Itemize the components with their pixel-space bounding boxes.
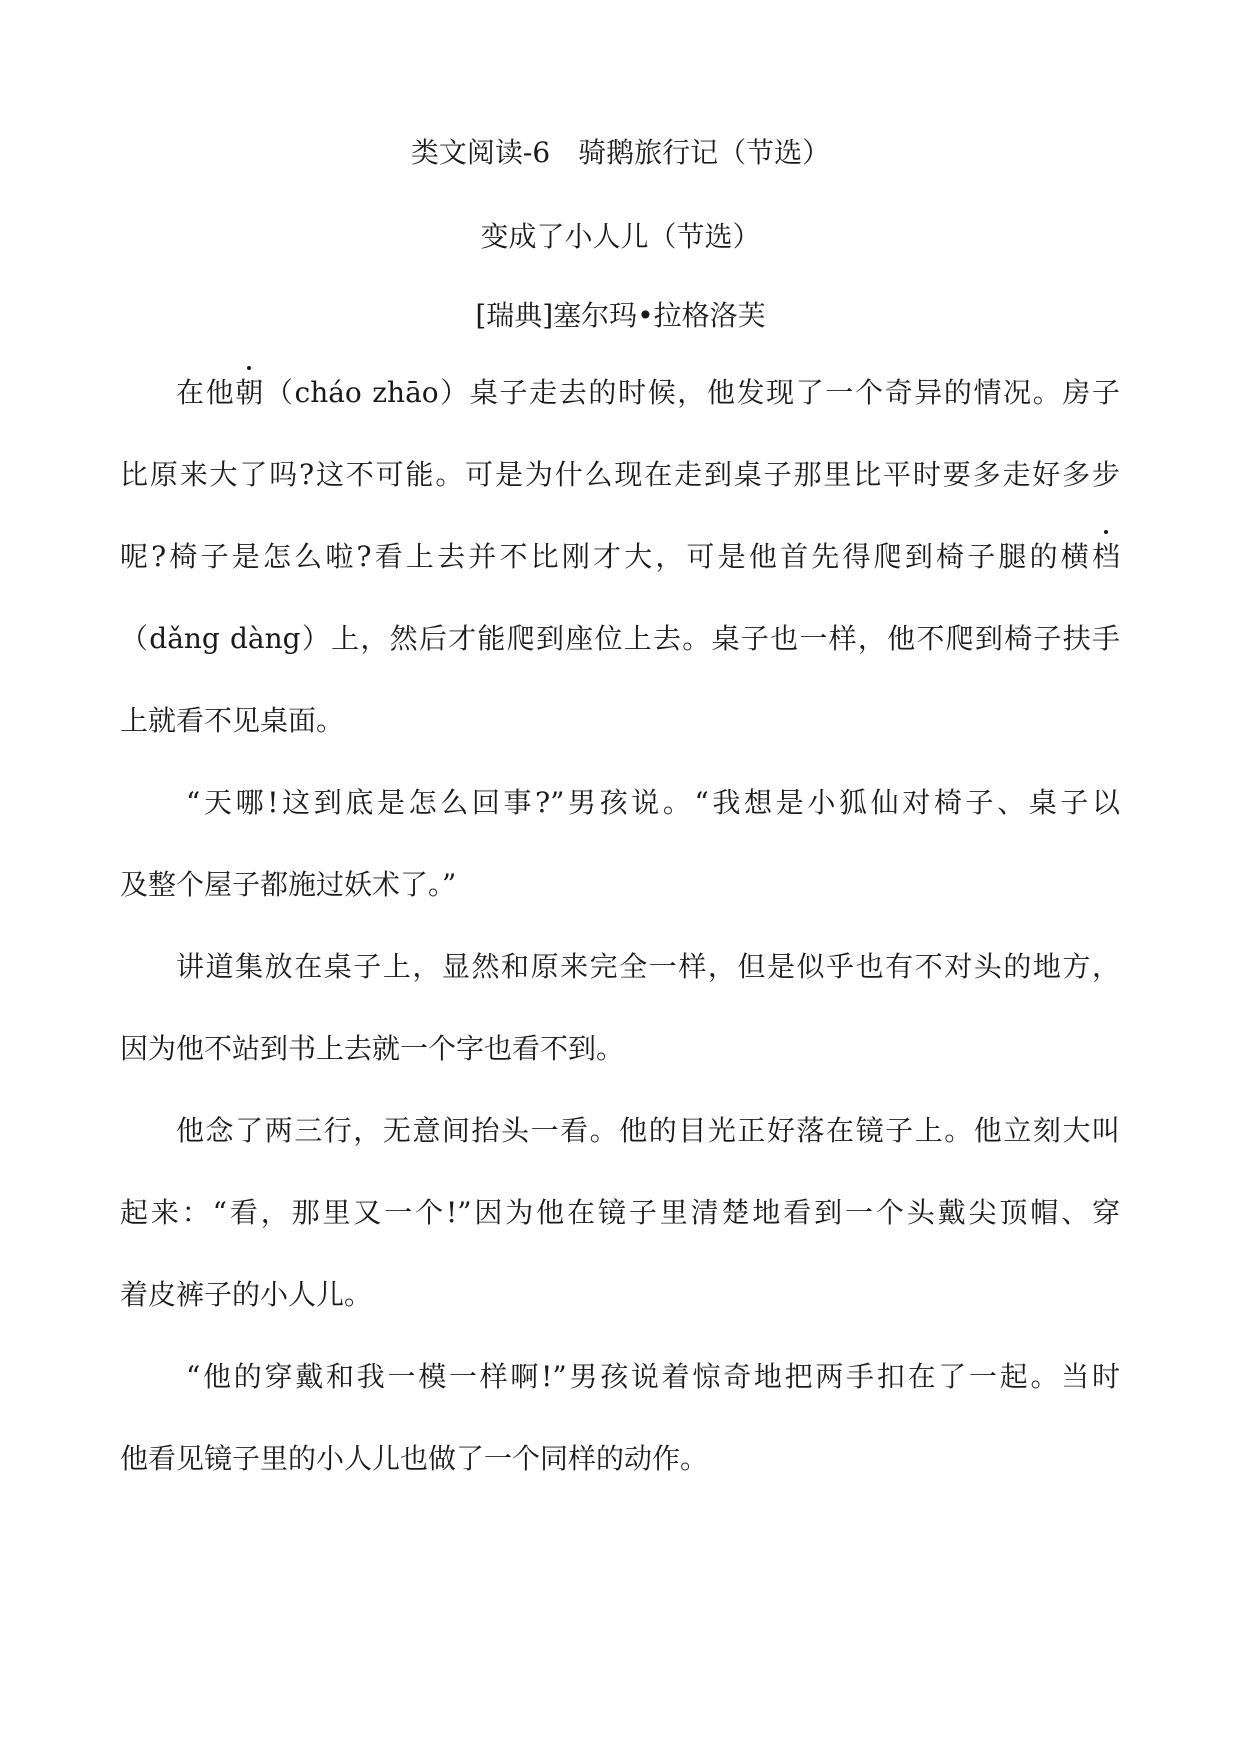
paragraph-2-line-1: “天哪!这到底是怎么回事?”男孩说。“我想是小狐仙对椅子、桌子以: [186, 786, 1120, 819]
paragraph-4-line-2: 起来：“看，那里又一个!”因为他在镜子里清楚地看到一个头戴尖顶帽、穿: [120, 1196, 1120, 1229]
document-title: 类文阅读-6 骑鹅旅行记（节选）: [410, 136, 831, 169]
paragraph-1-line-5: 上就看不见桌面。: [120, 704, 345, 737]
paragraph-1-line-2: 比原来大了吗?这不可能。可是为什么现在走到桌子那里比平时要多走好多步: [120, 458, 1120, 491]
chapter-subtitle: 变成了小人儿（节选）: [480, 220, 761, 253]
paragraph-1-line-1: [176, 373, 1120, 413]
paragraph-5-line-2: 他看见镜子里的小人儿也做了一个同样的动作。: [120, 1442, 709, 1475]
paragraph-5-line-1: “他的穿戴和我一模一样啊!”男孩说着惊奇地把两手扣在了一起。当时: [186, 1360, 1120, 1393]
emphasis-dot-char: 朝: [235, 373, 263, 413]
paragraph-1-line-4: （dǎng dàng）上，然后才能爬到座位上去。桌子也一样，他不爬到椅子扶手: [120, 622, 1120, 655]
text-span: 呢?椅子是怎么啦?看上去并不比刚才大，可是他首先得爬到椅子腿的横: [120, 540, 1092, 573]
paragraph-4-line-3: 着皮裤子的小人儿。: [120, 1278, 373, 1311]
paragraph-4-line-1: 他念了两三行，无意间抬头一看。他的目光正好落在镜子上。他立刻大叫: [176, 1114, 1120, 1147]
paragraph-2-line-2: 及整个屋子都施过妖术了。”: [120, 868, 457, 901]
author-line: [瑞典]塞尔玛•拉格洛芙: [475, 299, 766, 332]
paragraph-3-line-2: 因为他不站到书上去就一个字也看不到。: [120, 1032, 625, 1065]
emphasis-dot-char: 档: [1092, 537, 1120, 577]
text-span: （cháo zhāo）桌子走去的时候，他发现了一个奇异的情况。房子: [263, 376, 1120, 409]
paragraph-1-line-3: [120, 537, 1120, 577]
text-span: 在他: [176, 376, 236, 409]
paragraph-3-line-1: 讲道集放在桌子上，显然和原来完全一样，但是似乎也有不对头的地方，: [176, 950, 1120, 983]
